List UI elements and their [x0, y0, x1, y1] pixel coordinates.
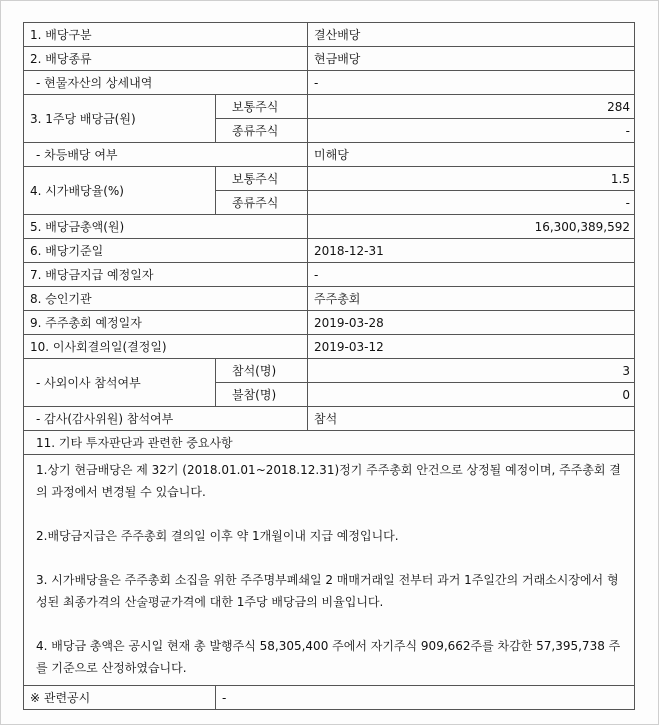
value-dps-preferred: -	[308, 119, 635, 143]
label-dividend-per-share: 3. 1주당 배당금(원)	[24, 95, 216, 143]
note-3: 3. 시가배당율은 주주총회 소집을 위한 주주명부폐쇄일 2 매매거래일 전부터 과거 1주일간의 거래소시장에서 형성된 최종가격의 산술평균가격에 대한 1주당 배당금의 비율입니다.	[36, 573, 619, 609]
label-auditor-attendance: - 감사(감사위원) 참석여부	[24, 407, 308, 431]
label-record-date: 6. 배당기준일	[24, 239, 308, 263]
row-outside-directors-present	[24, 359, 635, 383]
label-directors-absent: 불참(명)	[216, 383, 308, 407]
value-auditor-attendance: 참석	[308, 407, 635, 431]
row-board-resolution-date	[24, 335, 635, 359]
label-differential-dividend: - 차등배당 여부	[24, 143, 308, 167]
label-yield-preferred: 종류주식	[216, 191, 308, 215]
row-record-date	[24, 239, 635, 263]
note-2: 2.배당금지급은 주주총회 결의일 이후 약 1개월이내 지급 예정입니다.	[36, 529, 399, 543]
label-yield-common: 보통주식	[216, 167, 308, 191]
row-other-matters-heading	[24, 431, 635, 455]
row-approval-body	[24, 287, 635, 311]
label-directors-present: 참석(명)	[216, 359, 308, 383]
label-in-kind-details: - 현물자산의 상세내역	[24, 71, 308, 95]
value-record-date: 2018-12-31	[308, 239, 635, 263]
note-1: 1.상기 현금배당은 제 32기 (2018.01.01~2018.12.31)정기 주주총회 안건으로 상정될 예정이며, 주주총회 결의 과정에서 변경될 수 있습니다.	[36, 463, 621, 499]
dividend-disclosure-table	[23, 22, 635, 710]
row-payment-date	[24, 263, 635, 287]
note-4: 4. 배당금 총액은 공시일 현재 총 발행주식 58,305,400 주에서 자기주식 909,662주를 차감한 57,395,738 주를 기준으로 산정하였습니다.	[36, 639, 621, 675]
value-board-resolution-date: 2019-03-12	[308, 335, 635, 359]
row-dps-common	[24, 95, 635, 119]
row-agm-date	[24, 311, 635, 335]
other-matters-notes	[24, 455, 635, 686]
label-approval-body: 8. 승인기관	[24, 287, 308, 311]
label-agm-date: 9. 주주총회 예정일자	[24, 311, 308, 335]
label-dividend-type: 1. 배당구분	[24, 23, 308, 47]
value-payment-date: -	[308, 263, 635, 287]
value-approval-body: 주주총회	[308, 287, 635, 311]
label-board-resolution-date: 10. 이사회결의일(결정일)	[24, 335, 308, 359]
value-yield-preferred: -	[308, 191, 635, 215]
row-related-disclosure	[24, 686, 635, 710]
label-total-dividend: 5. 배당금총액(원)	[24, 215, 308, 239]
row-yield-common	[24, 167, 635, 191]
value-yield-common: 1.5	[308, 167, 635, 191]
label-other-matters: 11. 기타 투자판단과 관련한 중요사항	[24, 431, 635, 455]
value-dps-common: 284	[308, 95, 635, 119]
label-payment-date: 7. 배당금지급 예정일자	[24, 263, 308, 287]
row-total-dividend	[24, 215, 635, 239]
value-dividend-type: 결산배당	[308, 23, 635, 47]
label-dps-common: 보통주식	[216, 95, 308, 119]
row-dividend-type	[24, 23, 635, 47]
label-related-disclosure: ※ 관련공시	[24, 686, 216, 710]
row-auditor-attendance	[24, 407, 635, 431]
row-dividend-kind	[24, 47, 635, 71]
label-outside-directors: - 사외이사 참석여부	[24, 359, 216, 407]
label-dividend-yield: 4. 시가배당율(%)	[24, 167, 216, 215]
value-total-dividend: 16,300,389,592	[308, 215, 635, 239]
value-directors-absent: 0	[308, 383, 635, 407]
value-dividend-kind: 현금배당	[308, 47, 635, 71]
value-related-disclosure: -	[216, 686, 635, 710]
row-other-matters-notes	[24, 455, 635, 686]
value-agm-date: 2019-03-28	[308, 311, 635, 335]
label-dps-preferred: 종류주식	[216, 119, 308, 143]
value-directors-present: 3	[308, 359, 635, 383]
value-differential-dividend: 미해당	[308, 143, 635, 167]
row-differential-dividend	[24, 143, 635, 167]
label-dividend-kind: 2. 배당종류	[24, 47, 308, 71]
value-in-kind-details: -	[308, 71, 635, 95]
row-in-kind-details	[24, 71, 635, 95]
